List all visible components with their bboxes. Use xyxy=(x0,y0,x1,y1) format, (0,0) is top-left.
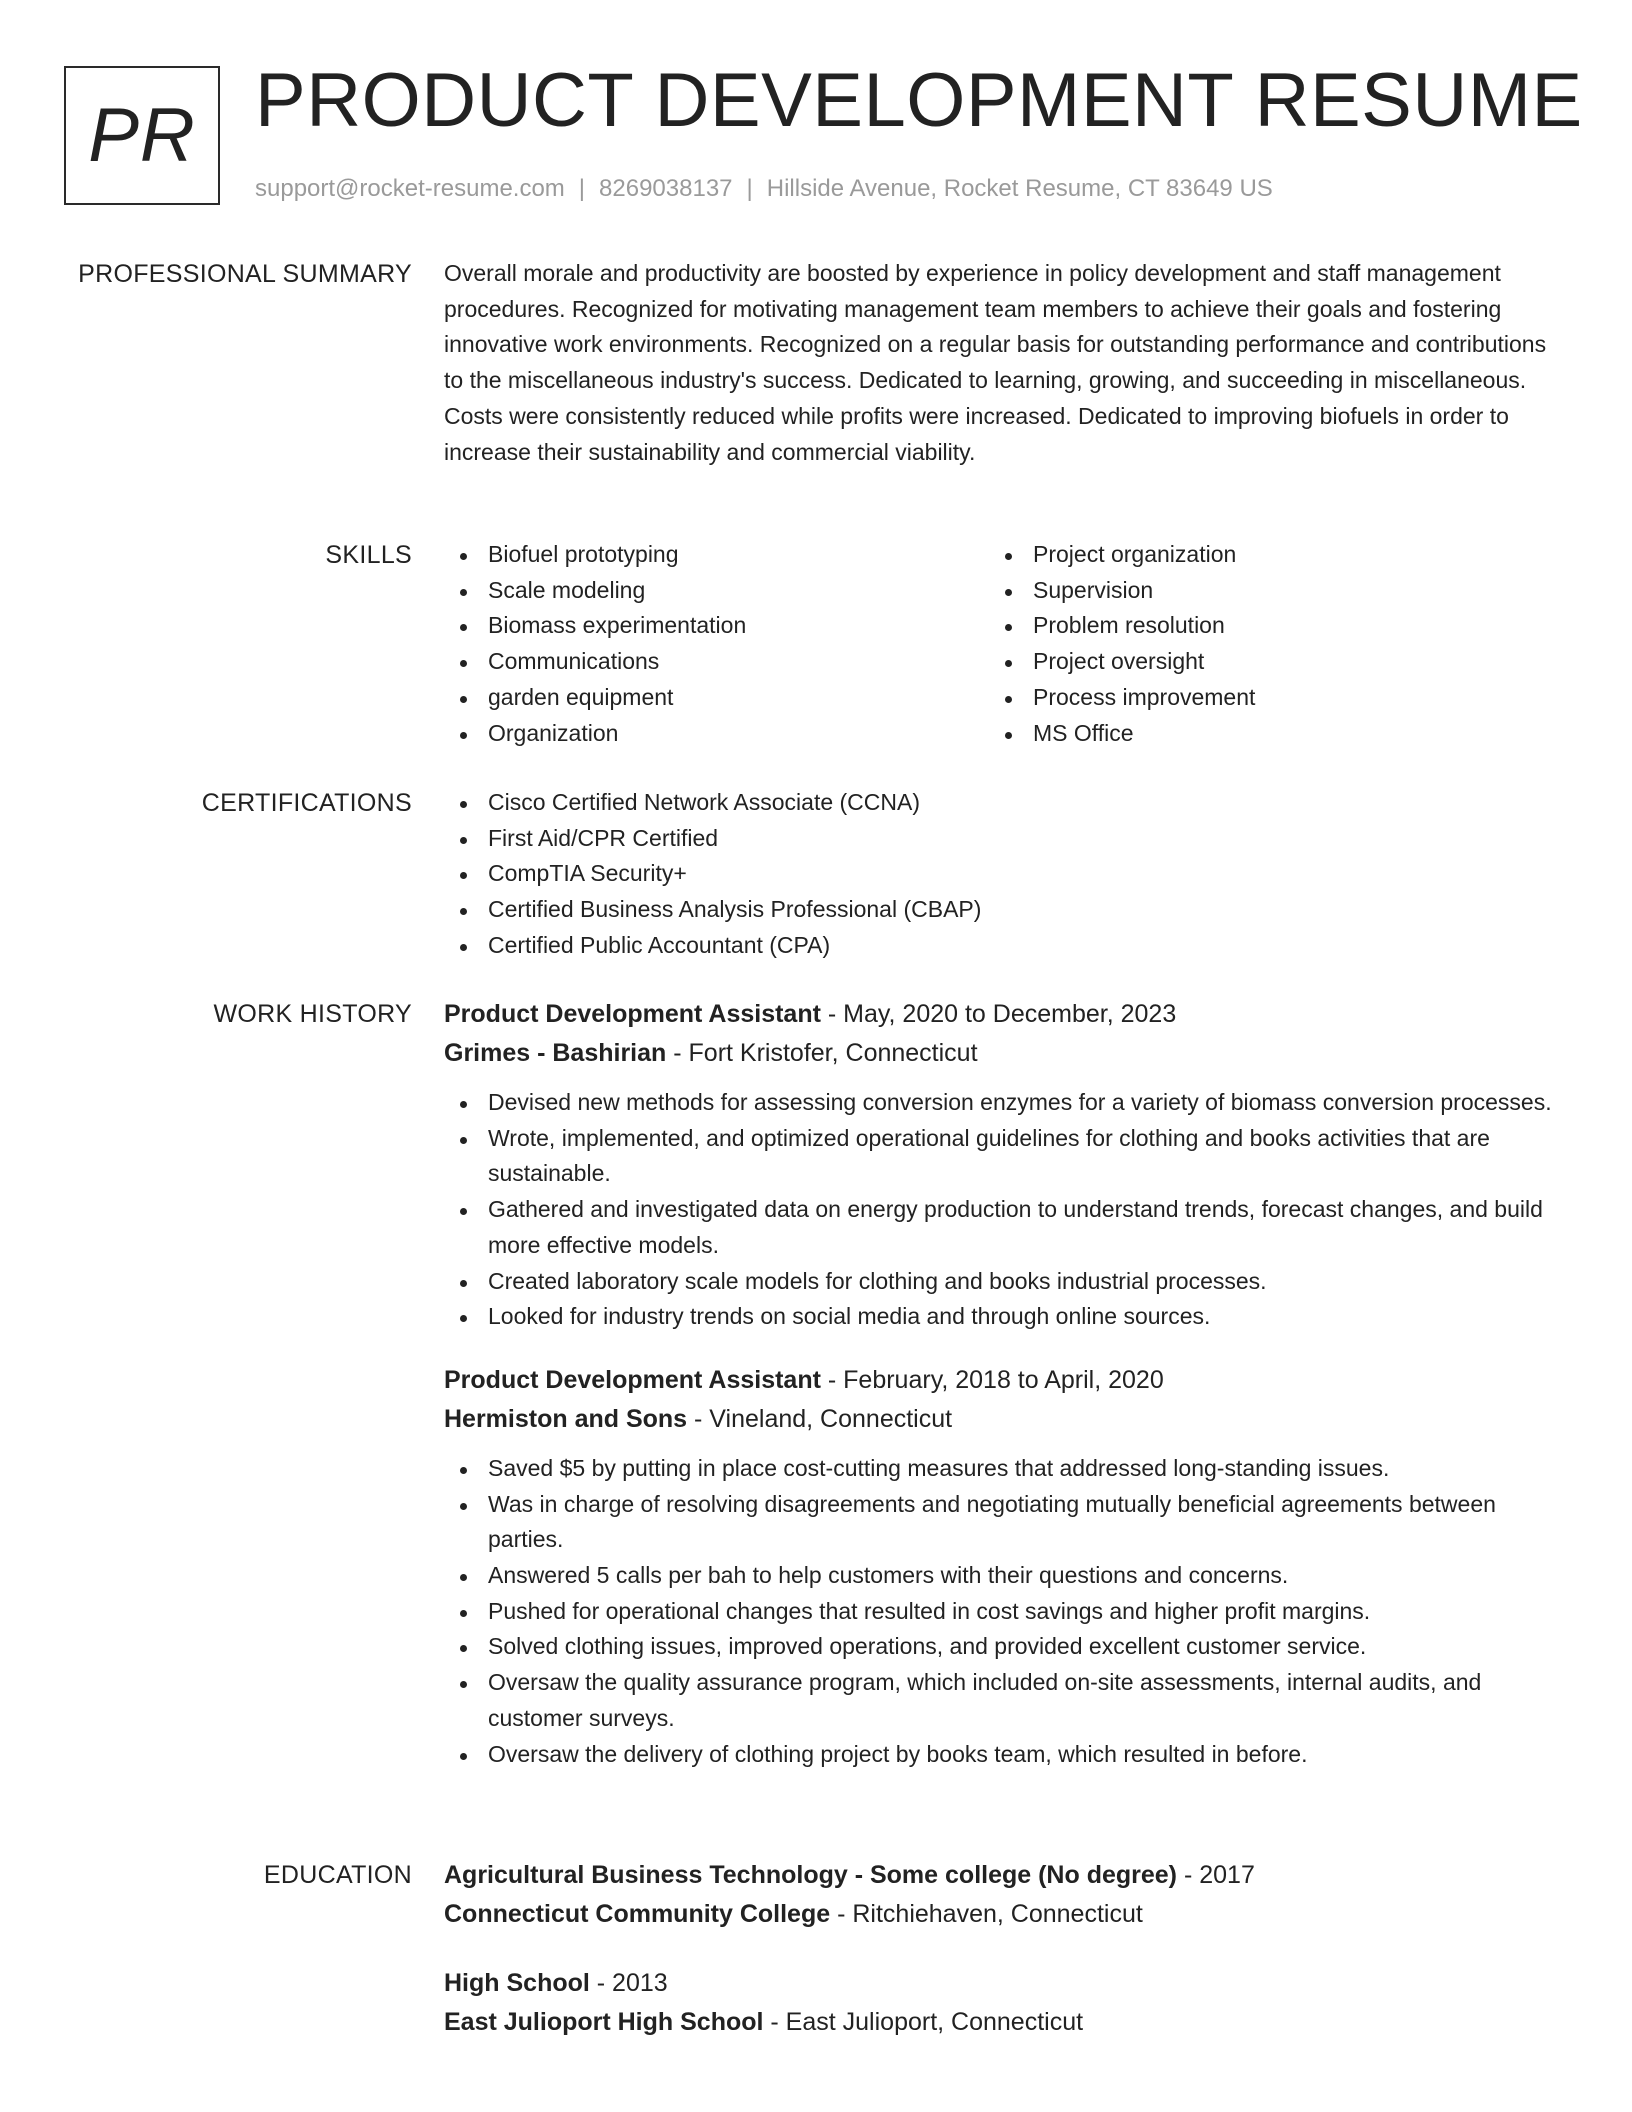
list-item: Certified Business Analysis Professional (CBAP) xyxy=(444,892,1556,928)
contact-separator: | xyxy=(578,175,586,202)
list-item: garden equipment xyxy=(444,680,989,716)
list-item: Oversaw the quality assurance program, which included on-site assessments, internal audits, and customer surveys. xyxy=(444,1665,1556,1736)
list-item: Wrote, implemented, and optimized operational guidelines for clothing and books activities that are sustainable. xyxy=(444,1121,1556,1192)
job-company-line xyxy=(444,1400,1556,1439)
list-item: Devised new methods for assessing conversion enzymes for a variety of biomass conversion processes. xyxy=(444,1085,1556,1121)
job-title: Product Development Assistant xyxy=(444,1000,821,1028)
contact-address: Hillside Avenue, Rocket Resume, CT 83649 US xyxy=(766,175,1273,202)
education-school: East Julioport High School xyxy=(444,2008,764,2036)
education-school-line xyxy=(444,1895,1556,1934)
list-item: Solved clothing issues, improved operations, and provided excellent customer service. xyxy=(444,1629,1556,1665)
list-item: Certified Public Accountant (CPA) xyxy=(444,928,1556,964)
job-entry xyxy=(444,995,1556,1335)
monogram-box xyxy=(64,66,220,205)
section-heading-certifications: CERTIFICATIONS xyxy=(201,789,412,817)
job-location: - Vineland, Connecticut xyxy=(687,1404,953,1433)
education-school-line xyxy=(444,2003,1556,2042)
list-item: Process improvement xyxy=(989,680,1534,716)
list-item: Gathered and investigated data on energy production to understand trends, forecast changes, and build more effective models. xyxy=(444,1192,1556,1263)
list-item: Communications xyxy=(444,644,989,680)
list-item: CompTIA Security+ xyxy=(444,856,1556,892)
list-item: Biofuel prototyping xyxy=(444,537,989,573)
job-title-line xyxy=(444,995,1556,1034)
list-item: Oversaw the delivery of clothing project by books team, which resulted in before. xyxy=(444,1737,1556,1773)
resume-title: PRODUCT DEVELOPMENT RESUME xyxy=(255,58,1583,143)
list-item: Biomass experimentation xyxy=(444,608,989,644)
list-item: Organization xyxy=(444,716,989,752)
certifications-list xyxy=(444,785,1556,964)
education-year: - 2013 xyxy=(589,1969,668,1997)
section-heading-skills: SKILLS xyxy=(325,541,412,569)
education-degree: Agricultural Business Technology - Some college (No degree) xyxy=(444,1861,1178,1889)
job-company-line xyxy=(444,1034,1556,1073)
education-degree-line xyxy=(444,1964,1556,2003)
list-item: MS Office xyxy=(989,716,1534,752)
contact-phone: 8269038137 xyxy=(599,175,733,202)
education-school: Connecticut Community College xyxy=(444,1900,831,1928)
education-location: - East Julioport, Connecticut xyxy=(763,2008,1084,2036)
education-degree-line xyxy=(444,1856,1556,1895)
list-item: Answered 5 calls per bah to help customers with their questions and concerns. xyxy=(444,1558,1556,1594)
contact-line xyxy=(255,174,1273,204)
job-title-line xyxy=(444,1361,1556,1400)
section-heading-summary: PROFESSIONAL SUMMARY xyxy=(78,260,412,288)
certifications-body xyxy=(444,785,1556,964)
list-item: Scale modeling xyxy=(444,573,989,609)
skills-body xyxy=(444,537,1556,751)
list-item: Looked for industry trends on social media and through online sources. xyxy=(444,1299,1556,1335)
education-entry xyxy=(444,1964,1556,2042)
job-company: Hermiston and Sons xyxy=(444,1404,688,1433)
job-company: Grimes - Bashirian xyxy=(444,1039,667,1067)
job-bullets xyxy=(444,1451,1556,1772)
list-item: Project oversight xyxy=(989,644,1534,680)
job-location: - Fort Kristofer, Connecticut xyxy=(666,1039,978,1067)
contact-email: support@rocket-resume.com xyxy=(255,175,565,202)
list-item: Pushed for operational changes that resulted in cost savings and higher profit margins. xyxy=(444,1594,1556,1630)
education-degree: High School xyxy=(444,1969,590,1997)
contact-separator: | xyxy=(746,175,753,202)
work-body xyxy=(444,995,1556,1798)
summary-body xyxy=(444,256,1556,470)
education-year: - 2017 xyxy=(1177,1861,1255,1889)
section-heading-work: WORK HISTORY xyxy=(213,1000,412,1028)
education-entry xyxy=(444,1856,1556,1934)
education-body xyxy=(444,1856,1556,2072)
list-item: Was in charge of resolving disagreements and negotiating mutually beneficial agreements between parties. xyxy=(444,1487,1556,1558)
skills-list-right xyxy=(989,537,1534,751)
job-entry xyxy=(444,1361,1556,1772)
list-item: First Aid/CPR Certified xyxy=(444,821,1556,857)
list-item: Saved $5 by putting in place cost-cutting measures that addressed long-standing issues. xyxy=(444,1451,1556,1487)
summary-text: Overall morale and productivity are boosted by experience in policy development and staff management procedures. Recognized for motivating management team members to achieve their goals and fostering innovative work environments. Recognized on a regular basis for outstanding performance and contributions to the miscellaneous industry's success. Dedicated to learning, growing, and succeeding in miscellaneous. Costs were consistently reduced while profits were increased. Dedicated to improving biofuels in order to increase their sustainability and commercial viability. xyxy=(444,260,1547,465)
skills-list-left xyxy=(444,537,989,751)
section-heading-education: EDUCATION xyxy=(263,1861,412,1889)
monogram-initials: PR xyxy=(88,93,196,178)
job-dates: - February, 2018 to April, 2020 xyxy=(820,1365,1164,1394)
job-dates: - May, 2020 to December, 2023 xyxy=(820,1000,1177,1028)
job-title: Product Development Assistant xyxy=(444,1365,821,1394)
education-location: - Ritchiehaven, Connecticut xyxy=(830,1900,1143,1928)
list-item: Supervision xyxy=(989,573,1534,609)
list-item: Created laboratory scale models for clothing and books industrial processes. xyxy=(444,1264,1556,1300)
list-item: Project organization xyxy=(989,537,1534,573)
list-item: Cisco Certified Network Associate (CCNA) xyxy=(444,785,1556,821)
job-bullets xyxy=(444,1085,1556,1335)
list-item: Problem resolution xyxy=(989,608,1534,644)
